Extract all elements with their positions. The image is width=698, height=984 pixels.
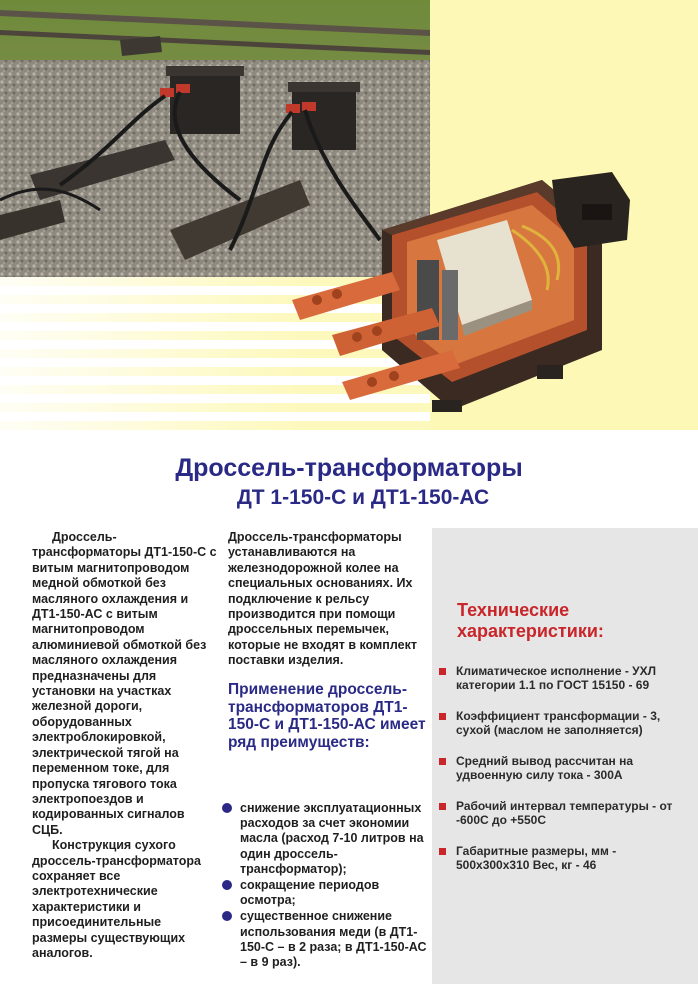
spec-item [439,754,689,782]
specs-heading: Технические характеристики: [457,600,604,641]
spec-item [439,844,689,872]
page-title: Дроссель-трансформаторы [175,454,523,482]
round-bullet-icon [222,803,232,813]
advantage-text: существенное снижение использования меди (в ДТ1-150-С – в 2 раза; в ДТ1-150-АС – в 9 раз). [240,909,427,970]
advantages-list [222,801,430,971]
round-bullet-icon [222,880,232,890]
square-bullet-icon [439,713,446,720]
spec-text: Рабочий интервал температуры - от -600С до +550С [456,799,673,827]
spec-text: Средний вывод рассчитан на удвоенную силу тока - 300А [456,754,634,782]
usage-heading: Применение дроссель-трансформаторов ДТ1-150-С и ДТ1-150-АС имеет ряд преимуществ: [228,681,426,751]
description-column [32,530,218,961]
spec-item [439,664,689,692]
advantage-item [222,801,430,877]
spec-item [439,799,689,827]
advantage-text: снижение эксплуатационных расходов за счет экономии масла (расход 7-10 литров на один дроссель-трансформатор); [240,801,424,876]
advantage-text: сокращение периодов осмотра; [240,878,380,908]
installation-paragraph: Дроссель-трансформаторы устанавливаются на железнодорожной колее на специальных основаниях. Их подключение к рельсу производится при помощи дроссельных перемычек, которые не входят в комплект поставки изделия. [228,530,417,668]
installation-column [228,530,428,669]
advantage-item [222,909,430,970]
square-bullet-icon [439,668,446,675]
transformer-illustration [282,160,642,420]
description-paragraph: Дроссель-трансформаторы ДТ1-150-С с витым магнитопроводом медной обмоткой без масляного охлаждения и ДТ1-150-АС с витым магнитопроводом алюминиевой обмоткой без масляного охлаждения предназначены для установки на участках железной дороги, оборудованных электроблокировкой, электрической тягой на переменном токе, для пропуска тягового тока электропоездов и кодированных сигналов СЦБ. [32,530,217,837]
construction-paragraph: Конструкция сухого дроссель-трансформатора сохраняет все электротехнические характеристики и присоединительные размеры существующих аналогов. [32,838,201,960]
page-subtitle: ДТ 1-150-С и ДТ1-150-АС [236,486,490,509]
square-bullet-icon [439,758,446,765]
square-bullet-icon [439,803,446,810]
round-bullet-icon [222,911,232,921]
spec-item [439,709,689,737]
advantage-item [222,878,430,908]
spec-text: Коэффициент трансформации - 3, сухой (маслом не заполняется) [456,709,661,737]
square-bullet-icon [439,848,446,855]
spec-text: Габаритные размеры, мм - 500х300х310 Вес, кг - 46 [456,844,617,872]
specs-list [439,664,689,889]
spec-text: Климатическое исполнение - УХЛ категории 1.1 по ГОСТ 15150 - 69 [456,664,657,692]
